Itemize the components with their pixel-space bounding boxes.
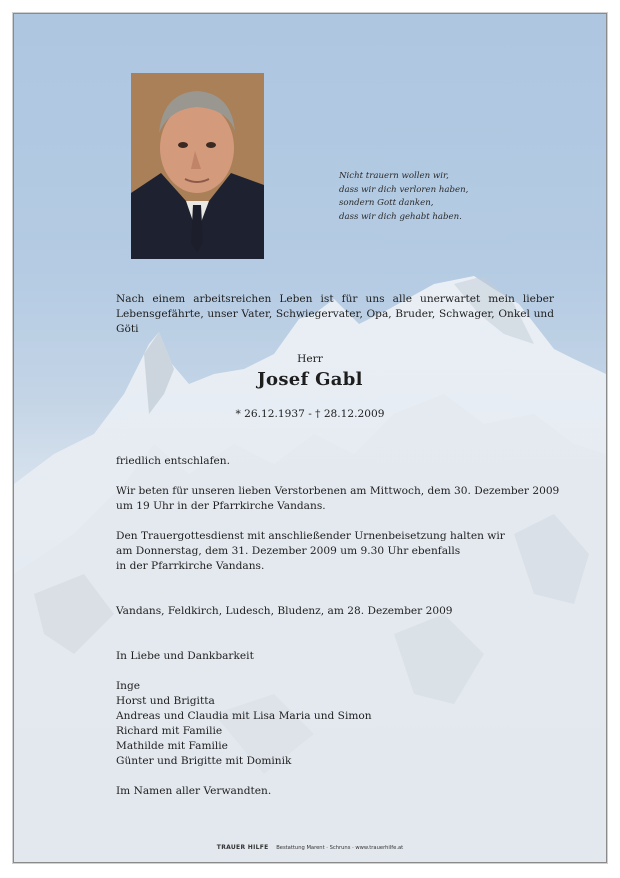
footer-brand: TRAUER HILFE [216, 844, 269, 851]
poem-line: Nicht trauern wollen wir, [339, 171, 449, 181]
mourner-item: Günter und Brigitte mit Dominik [116, 755, 292, 767]
footer [14, 844, 606, 851]
life-dates: * 26.12.1937 - † 28.12.2009 [235, 408, 385, 420]
mountain-background [14, 14, 606, 862]
obituary-card [13, 13, 607, 863]
intro-text: Nach einem arbeitsreichen Leben ist für uns alle unerwartet mein lieber Lebensgefährte, unser Vater, Schwiegervater, Opa, Bruder, Schwager, Onkel und Göti [116, 293, 554, 335]
salutation: Herr [297, 353, 323, 365]
poem [339, 170, 539, 224]
mourner-item: Richard mit Familie [116, 725, 223, 737]
poem-line: dass wir dich verloren haben, [339, 184, 469, 195]
portrait-photo [131, 73, 264, 259]
mourner-item: Mathilde mit Familie [116, 740, 228, 752]
deceased-name: Josef Gabl [257, 369, 363, 390]
prayer-line: um 19 Uhr in der Pfarrkirche Vandans. [116, 500, 326, 512]
portrait-icon [131, 73, 264, 259]
mourner-item: Andreas und Claudia mit Lisa Maria und Simon [116, 710, 372, 722]
poem-line: dass wir dich gehabt haben. [339, 211, 462, 222]
closing-text: In Liebe und Dankbarkeit [116, 650, 254, 662]
service-line: am Donnerstag, dem 31. Dezember 2009 um 9.30 Uhr ebenfalls [116, 545, 461, 557]
footer-text: Bestattung Marent · Schruns · www.trauerhilfe.at [276, 845, 404, 851]
place-date: Vandans, Feldkirch, Ludesch, Bludenz, am 28. Dezember 2009 [116, 605, 453, 617]
prayer-line: Wir beten für unseren lieben Verstorbenen am Mittwoch, dem 30. Dezember 2009 [116, 485, 560, 497]
service-line: in der Pfarrkirche Vandans. [116, 560, 265, 572]
relatives-text: Im Namen aller Verwandten. [116, 785, 272, 797]
poem-line: sondern Gott danken, [339, 198, 434, 209]
passed-text: friedlich entschlafen. [116, 455, 230, 467]
mourner-item: Horst und Brigitta [116, 695, 215, 707]
mourner-item: Inge [116, 680, 141, 692]
service-line: Den Trauergottesdienst mit anschließender Urnenbeisetzung halten wir [116, 530, 505, 542]
